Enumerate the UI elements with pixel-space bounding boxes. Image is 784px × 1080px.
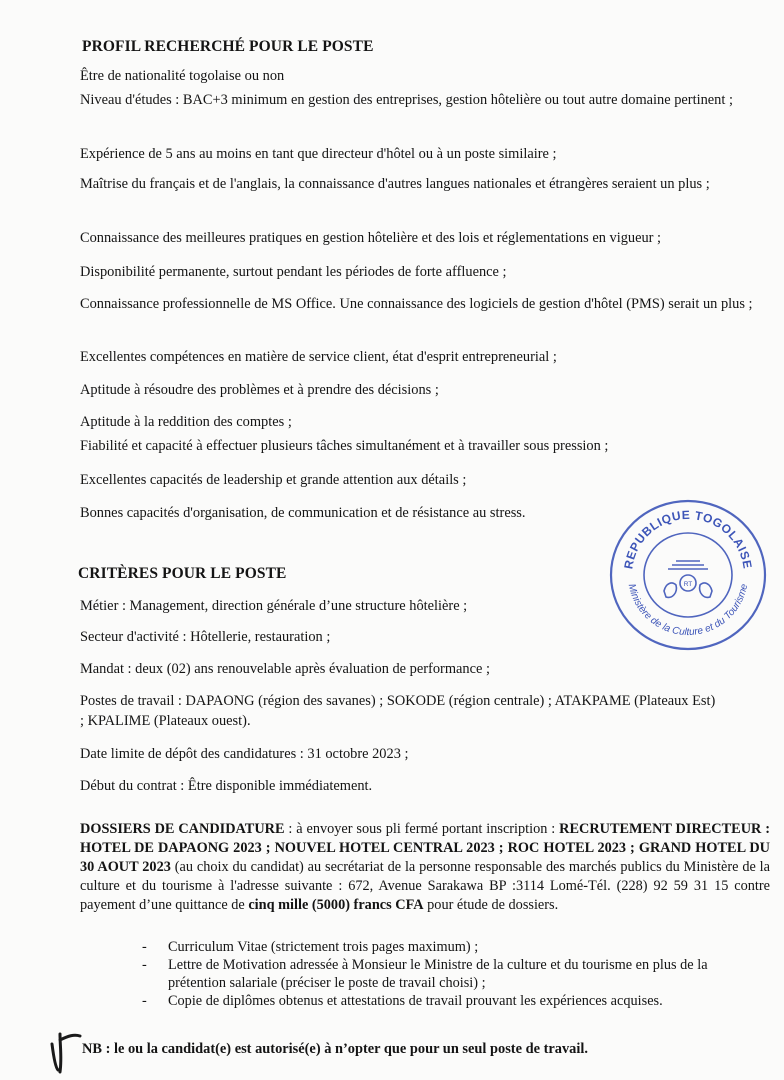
profile-item: Fiabilité et capacité à effectuer plusieurs tâches simultanément et à travailler sous pression ; (80, 438, 609, 454)
criteria-item: Métier : Management, direction générale d’une structure hôtelière ; (80, 598, 468, 614)
criteria-heading: CRITÈRES POUR LE POSTE (78, 565, 287, 582)
dossiers-text: : à envoyer sous pli fermé portant inscription : (284, 821, 560, 837)
profile-item: Bonnes capacités d'organisation, de communication et de résistance au stress. (80, 505, 526, 521)
profile-item: Expérience de 5 ans au moins en tant que directeur d'hôtel ou à un poste similaire ; (80, 146, 557, 162)
criteria-item: Début du contrat : Être disponible immédiatement. (80, 778, 373, 794)
criteria-item: Mandat : deux (02) ans renouvelable après évaluation de performance ; (80, 661, 490, 677)
handwritten-signature (46, 1030, 82, 1074)
profile-item: Aptitude à résoudre des problèmes et à prendre des décisions ; (80, 382, 439, 398)
profile-heading: PROFIL RECHERCHÉ POUR LE POSTE (82, 38, 374, 55)
profile-item: Être de nationalité togolaise ou non (80, 68, 285, 84)
profile-item: Excellentes capacités de leadership et grande attention aux détails ; (80, 472, 467, 488)
dossiers-paragraph (80, 820, 770, 915)
dossiers-list (142, 938, 768, 1010)
ministry-stamp (606, 495, 770, 655)
stamp-top-text: REPUBLIQUE TOGOLAISE (621, 507, 755, 570)
profile-item: Niveau d'études : BAC+3 minimum en gestion des entreprises, gestion hôtelière ou tout autre domaine pertinent ; (80, 92, 733, 108)
criteria-item: Date limite de dépôt des candidatures : 31 octobre 2023 ; (80, 746, 409, 762)
note-text: NB : le ou la candidat(e) est autorisé(e) à n’opter que pour un seul poste de travail. (82, 1041, 588, 1057)
dossiers-text: (au choix du candidat) au secrétariat de la personne responsable des marchés publics du Ministère de la culture et du tourisme à l'adresse suivante : 672, Avenue Sarakawa BP :3114 Lomé-Tél. (228) 92 59 31 15 contre payement d’une quittance de (80, 859, 770, 913)
dossiers-fee: cinq mille (5000) francs CFA (248, 897, 424, 913)
profile-item: Connaissance professionnelle de MS Office. Une connaissance des logiciels de gestion d'hôtel (PMS) serait un plus ; (80, 296, 753, 312)
profile-item: Aptitude à la reddition des comptes ; (80, 414, 292, 430)
list-item: - Curriculum Vitae (strictement trois pages maximum) ; (142, 939, 479, 955)
profile-item: Disponibilité permanente, surtout pendant les périodes de forte affluence ; (80, 264, 507, 280)
profile-item: Maîtrise du français et de l'anglais, la connaissance d'autres langues nationales et étrangères seraient un plus ; (80, 176, 710, 192)
stamp-bottom-text: Ministère de la Culture et du Tourisme (625, 582, 751, 639)
criteria-item: Postes de travail : DAPAONG (région des savanes) ; SOKODE (région centrale) ; ATAKPAME (Plateaux Est) ; KPALIME (Plateaux ouest). (80, 693, 716, 729)
profile-item: Connaissance des meilleures pratiques en gestion hôtelière et des lois et réglementations en vigueur ; (80, 230, 662, 246)
profile-item: Excellentes compétences en matière de service client, état d'esprit entrepreneurial ; (80, 349, 557, 365)
criteria-item: Secteur d'activité : Hôtellerie, restauration ; (80, 629, 331, 645)
list-item: - Copie de diplômes obtenus et attestations de travail prouvant les expériences acquises. (142, 993, 663, 1009)
dossiers-recruitment-title: RECRUTEMENT DIRECTEUR : HOTEL DE DAPAONG 2023 ; NOUVEL HOTEL CENTRAL 2023 ; ROC HOTEL 2023 ; GRAND HOTEL DU 30 AOUT 2023 (80, 821, 770, 875)
dossiers-text: pour étude de dossiers. (423, 897, 559, 913)
stamp-center-text: RT (683, 581, 693, 588)
dossiers-lead: DOSSIERS DE CANDIDATURE (80, 821, 285, 837)
list-item: - Lettre de Motivation adressée à Monsieur le Ministre de la culture et du tourisme en plus de la prétention salariale (préciser le poste de travail choisi) ; (142, 957, 708, 991)
